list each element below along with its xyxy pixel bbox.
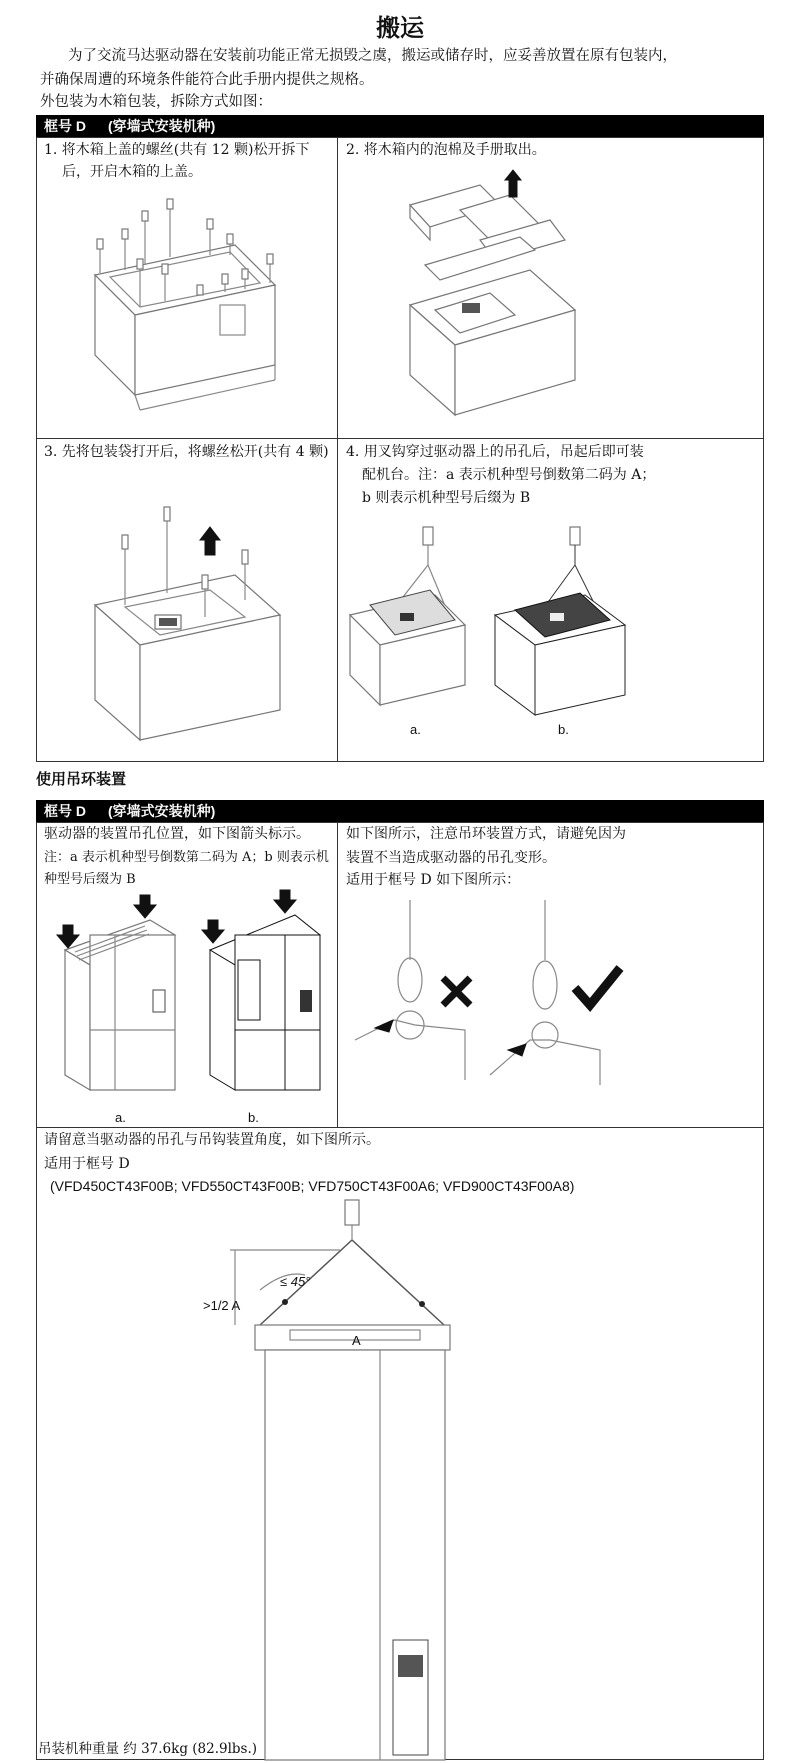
section2-left-line-1: 驱动器的装置吊孔位置，如下图箭头标示。 [44,826,310,842]
drive-label-a: a. [115,1110,126,1125]
section2-bottom-line-1: 请留意当驱动器的吊孔与吊钩装置角度，如下图所示。 [44,1132,380,1148]
step4-text-3: b 则表示机种型号后缀为 B [362,490,531,506]
step1-text-1: 1. 将木箱上盖的螺丝(共有 12 颗)松开拆下 [44,142,310,158]
page-title: 搬运 [376,13,424,42]
step2-text-1: 2. 将木箱内的泡棉及手册取出。 [346,142,546,158]
intro-line-1: 为了交流马达驱动器在安装前功能正常无损毁之虞，搬运或储存时，应妥善放置在原有包装内， [68,48,677,64]
section2-left-line-3: 种型号后缀为 B [44,872,136,887]
section1-type-label: (穿墙式安装机种) [108,118,216,134]
section2-heading: 使用吊环装置 [36,771,127,788]
correct-hook-illustration [490,900,630,1090]
dim-height-label: >1/2 A [203,1298,241,1313]
bag-screws-illustration [85,505,315,755]
section2-right-line-1: 如下图所示，注意吊环装置方式，请避免因为 [346,826,626,842]
step3-text-1: 3. 先将包装袋打开后，将螺丝松开(共有 4 颗) [44,444,329,460]
drive-b-illustration [200,890,330,1105]
step1-text-2: 后，开启木箱的上盖。 [62,164,202,180]
step4-label-b: b. [558,722,569,737]
section2-frame-label: 框号 D [44,803,86,819]
cross-mark-icon [443,978,470,1005]
drive-a-illustration [55,890,185,1105]
dim-width-label: A [352,1333,361,1348]
step4-label-a: a. [410,722,421,737]
lift-b-illustration [490,525,635,715]
section2-right-line-3: 适用于框号 D 如下图所示： [346,872,521,888]
check-mark-icon [575,968,620,1005]
section2-right-line-2: 装置不当造成驱动器的吊孔变形。 [346,850,556,866]
step4-text-2: 配机台。注：a 表示机种型号倒数第二码为 A； [362,467,656,483]
lift-a-illustration [345,525,475,715]
intro-line-3: 外包装为木箱包装，拆除方式如图： [40,94,272,110]
dim-angle-label: ≤ 45° [280,1274,311,1289]
step4-text-1: 4. 用叉钩穿过驱动器上的吊孔后，吊起后即可装 [346,444,644,460]
section2-divider-v [337,822,338,1127]
section1-header [36,115,764,137]
crate-screws-illustration [80,195,300,435]
wrong-hook-illustration [355,900,485,1090]
section2-bottom-line-2: 适用于框号 D [44,1156,130,1172]
section2-left-line-2: 注：a 表示机种型号倒数第二码为 A；b 则表示机 [44,850,329,865]
intro-line-2: 并确保周遭的环境条件能符合此手册内提供之规格。 [40,72,374,88]
lifting-angle-diagram [190,1200,510,1760]
section1-divider-h [36,438,764,439]
model-list: (VFD450CT43F00B; VFD550CT43F00B; VFD750CT43F00A6; VFD900CT43F00A8) [50,1178,575,1194]
section1-divider-v [337,137,338,762]
section1-frame-label: 框号 D [44,118,86,134]
foam-removal-illustration [390,165,590,435]
weight-note: 吊装机种重量 约 37.6kg (82.9lbs.) [38,1741,258,1757]
section2-type-label: (穿墙式安装机种) [108,803,216,819]
section2-header [36,800,764,822]
drive-label-b: b. [248,1110,259,1125]
